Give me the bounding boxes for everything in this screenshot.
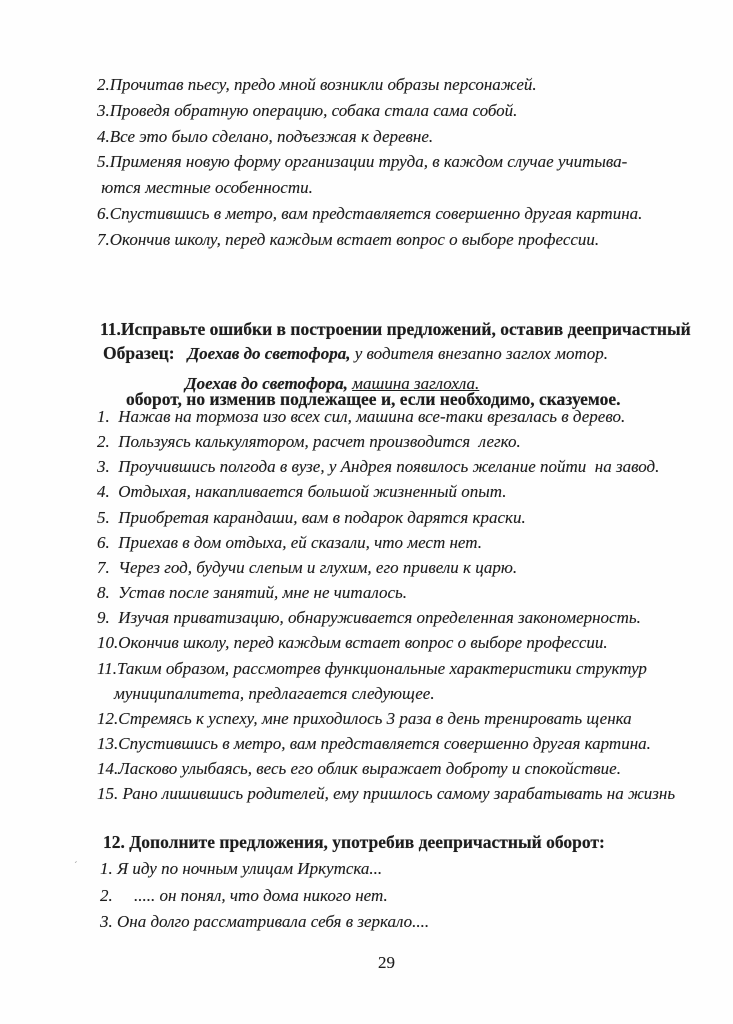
sample-label: Образец:: [103, 343, 175, 363]
intro-exercise-list: [97, 72, 642, 253]
task11-item-line: 11.Таким образом, рассмотрев функциональные характеристики структур: [97, 658, 647, 678]
task12-item-line: 1. Я иду по ночным улицам Иркутска...: [100, 859, 383, 878]
page-number: 29: [378, 953, 395, 972]
task11-item-line: 8. Устав после занятий, мне не читалось.: [97, 583, 408, 603]
task11-heading-line1: 11.Исправьте ошибки в построении предложений, оставив деепричастный: [100, 319, 691, 339]
sample-line2-underlined: машина заглохла.: [352, 373, 480, 393]
task11-item-line: 5. Приобретая карандаши, вам в подарок дарятся краски.: [97, 507, 526, 527]
task12-heading: 12. Дополните предложения, употребив деепричастный оборот:: [103, 832, 605, 852]
task11-sentence-list: [97, 404, 675, 807]
sample-line1-lead: Доехав до светофора,: [187, 344, 351, 363]
task11-item-continuation-line: муниципалитета, предлагается следующее.: [97, 683, 435, 703]
task11-item-line: 10.Окончив школу, перед каждым встает вопрос о выборе профессии.: [97, 633, 608, 653]
sample-line-2: [103, 369, 608, 399]
sample-line-1: [103, 339, 608, 369]
task11-item-line: 15. Рано лишившись родителей, ему пришлось самому зарабатывать на жизнь: [97, 784, 676, 804]
task11-item-line: 13.Спустившись в метро, вам представляется совершенно другая картина.: [97, 734, 651, 754]
task11-sample: [103, 339, 608, 398]
task11-item-line: 4. Отдыхая, накапливается большой жизненный опыт.: [97, 482, 507, 502]
task11-item-line: 9. Изучая приватизацию, обнаруживается определенная закономерность.: [97, 608, 641, 628]
exercise-item-line: 4.Все это было сделано, подъезжая к деревне.: [97, 126, 434, 146]
task11-item-line: 1. Нажав на тормоза изо всех сил, машина все-таки врезалась в дерево.: [97, 407, 626, 426]
task11-item-line: 6. Приехав в дом отдыха, ей сказали, что мест нет.: [97, 532, 482, 552]
exercise-item-line: 3.Проведя обратную операцию, собака стала сама собой.: [97, 100, 518, 120]
task12-item-line: 3. Она долго рассматривала себя в зеркало....: [100, 912, 430, 931]
exercise-item-line: 6.Спустившись в метро, вам представляется совершенно другая картина.: [97, 203, 643, 223]
exercise-item-line: 5.Применяя новую форму организации труда, в каждом случае учитыва-: [97, 152, 628, 172]
exercise-item-line: 7.Окончив школу, перед каждым встает вопрос о выборе профессии.: [97, 229, 600, 249]
task11-item-line: 7. Через год, будучи слепым и глухим, его привели к царю.: [97, 557, 518, 577]
exercise-item-continuation-line: ются местные особенности.: [97, 178, 313, 198]
sample-line2-lead: Доехав до светофора,: [185, 373, 353, 393]
task11-item-line: 14.Ласково улыбаясь, весь его облик выражает доброту и спокойствие.: [97, 759, 621, 779]
task12-sentence-list: [100, 856, 429, 936]
exercise-item-line: 2.Прочитав пьесу, предо мной возникли образы персонажей.: [97, 75, 537, 94]
task11-item-line: 12.Стремясь к успеху, мне приходилось 3 раза в день тренировать щенка: [97, 708, 632, 728]
task11-item-line: 2. Пользуясь калькулятором, расчет производится легко.: [97, 432, 521, 452]
task12-item-line: 2. ..... он понял, что дома никого нет.: [100, 885, 388, 905]
scan-artifact-mark: ´: [74, 860, 78, 872]
sample-line1-rest: у водителя внезапно заглох мотор.: [350, 344, 608, 363]
task11-heading-line2: оборот, но изменив подлежащее и, если необходимо, сказуемое.: [126, 388, 621, 409]
task11-item-line: 3. Проучившись полгода в вузе, у Андрея появилось желание пойти на завод.: [97, 457, 660, 477]
